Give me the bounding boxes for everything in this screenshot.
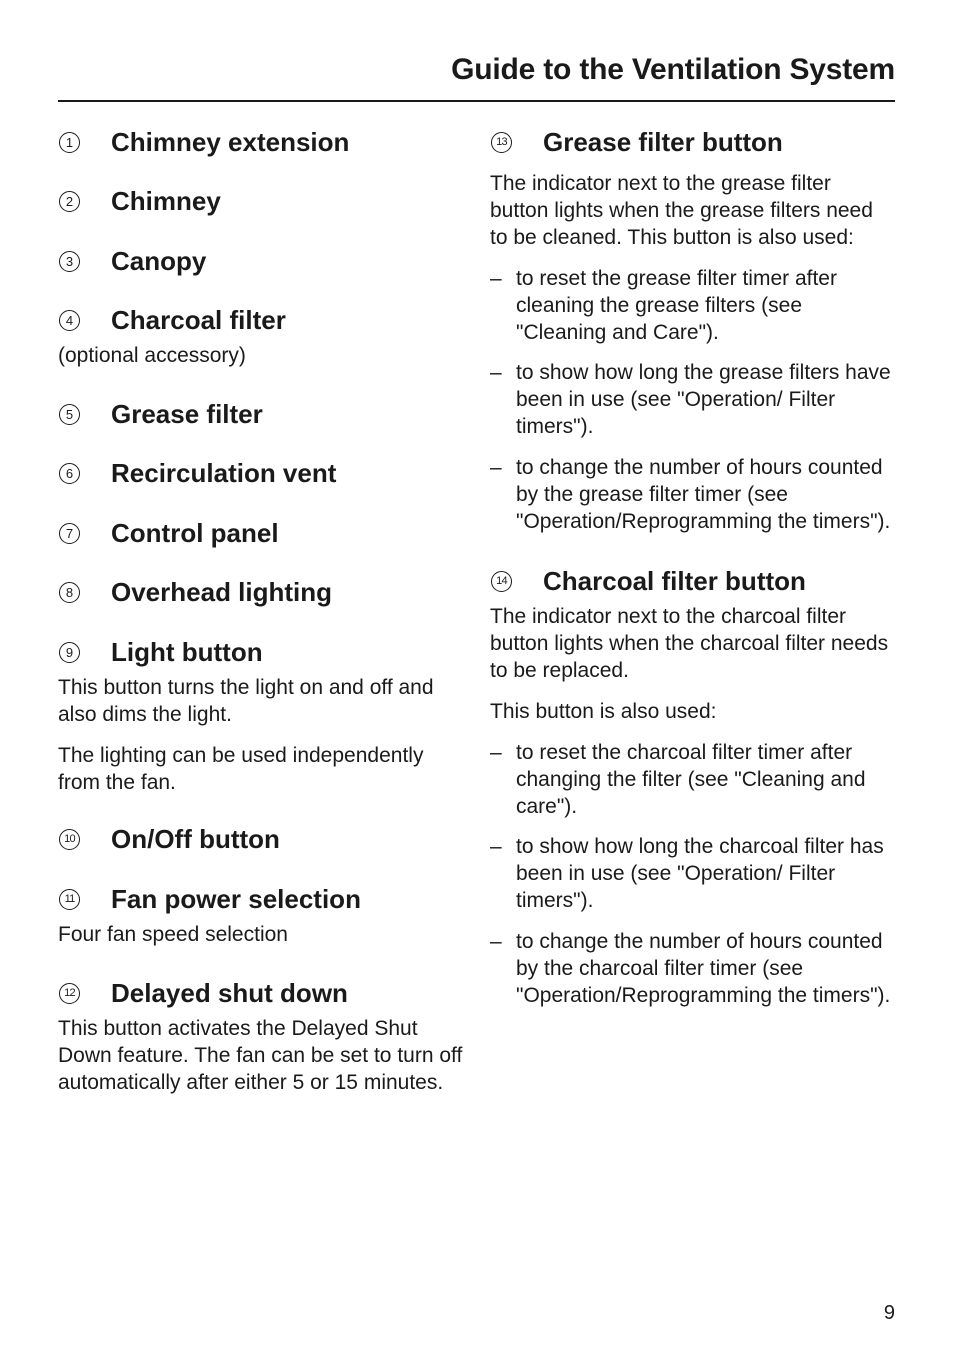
item-number-badge: 13 [491,132,512,153]
page-number: 9 [883,1302,895,1324]
list-item [490,454,895,535]
item-description: Four fan speed selection [58,923,288,946]
item-title: Fan power selection [111,884,361,914]
item-number-badge: 10 [59,829,80,850]
item-title: Control panel [111,518,279,548]
item-grease-filter-button [490,122,895,162]
item-on-off-button [58,819,468,859]
item-control-panel [58,513,468,553]
item-title: Grease filter button [543,127,783,157]
list-item-text: to show how long the charcoal filter has been in use (see "Operation/ Filter timers"). [516,835,884,912]
item-title: On/Off button [111,824,280,854]
item-title: Grease filter [111,399,263,429]
item-description: The lighting can be used independently from the fan. [58,744,424,794]
item-description: The indicator next to the charcoal filter button lights when the charcoal filter needs to be replaced. [490,605,889,682]
list-item [490,739,895,820]
item-title: Light button [111,637,263,667]
item-grease-filter [58,394,468,434]
item-number-badge: 5 [59,404,80,425]
item-number-badge: 14 [491,571,512,592]
list-item-text: to reset the grease filter timer after cleaning the grease filters (see "Cleaning and Care"). [516,267,837,344]
dash-bullet: – [490,456,502,479]
item-title: Charcoal filter [111,305,286,335]
dash-bullet: – [490,930,502,953]
item-charcoal-filter-button [490,561,895,601]
item-chimney-extension [58,122,468,162]
item-description: This button activates the Delayed Shut Down feature. The fan can be set to turn off automatically after either 5 or 15 minutes. [58,1017,463,1094]
list-item [490,359,895,440]
item-delayed-shut-down [58,973,468,1013]
dash-bullet: – [490,267,502,290]
list-item [490,928,895,1009]
dash-bullet: – [490,835,502,858]
item-title: Canopy [111,246,207,276]
item-canopy [58,241,468,281]
item-number-badge: 3 [59,251,80,272]
item-charcoal-filter [58,300,468,340]
item-chimney [58,181,468,221]
page-header [58,52,895,102]
item-number-badge: 2 [59,191,80,212]
item-recirculation-vent [58,453,468,493]
item-light-button [58,632,468,672]
item-number-badge: 7 [59,523,80,544]
item-description: This button turns the light on and off and also dims the light. [58,676,434,726]
list-item-text: to change the number of hours counted by the grease filter timer (see "Operation/Reprogramming the timers"). [516,456,891,533]
item-description: (optional accessory) [58,344,246,367]
item-description: This button is also used: [490,700,717,723]
list-item-text: to reset the charcoal filter timer after changing the filter (see "Cleaning and care"). [516,741,866,818]
dash-bullet: – [490,741,502,764]
left-column [58,122,468,1096]
item-number-badge: 8 [59,582,80,603]
bullet-list [490,265,895,535]
item-title: Recirculation vent [111,458,337,488]
right-column [490,122,895,1009]
list-item [490,265,895,346]
item-title: Delayed shut down [111,978,348,1008]
item-title: Chimney [111,186,221,216]
page-title: Guide to the Ventilation System [451,53,895,86]
item-overhead-lighting [58,572,468,612]
dash-bullet: – [490,361,502,384]
item-fan-power-selection [58,879,468,919]
item-number-badge: 1 [59,132,80,153]
item-number-badge: 4 [59,310,80,331]
item-title: Charcoal filter button [543,566,806,596]
list-item [490,833,895,914]
item-description: The indicator next to the grease filter button lights when the grease filters need to be cleaned. This button is also used: [490,172,873,249]
item-number-badge: 9 [59,642,80,663]
item-title: Overhead lighting [111,577,333,607]
item-number-badge: 6 [59,463,80,484]
item-number-badge: 11 [59,889,80,910]
list-item-text: to change the number of hours counted by the charcoal filter timer (see "Operation/Reprogramming the timers"). [516,930,891,1007]
list-item-text: to show how long the grease filters have been in use (see "Operation/ Filter timers"). [516,361,891,438]
item-title: Chimney extension [111,127,350,157]
bullet-list [490,739,895,1009]
item-number-badge: 12 [59,983,80,1004]
